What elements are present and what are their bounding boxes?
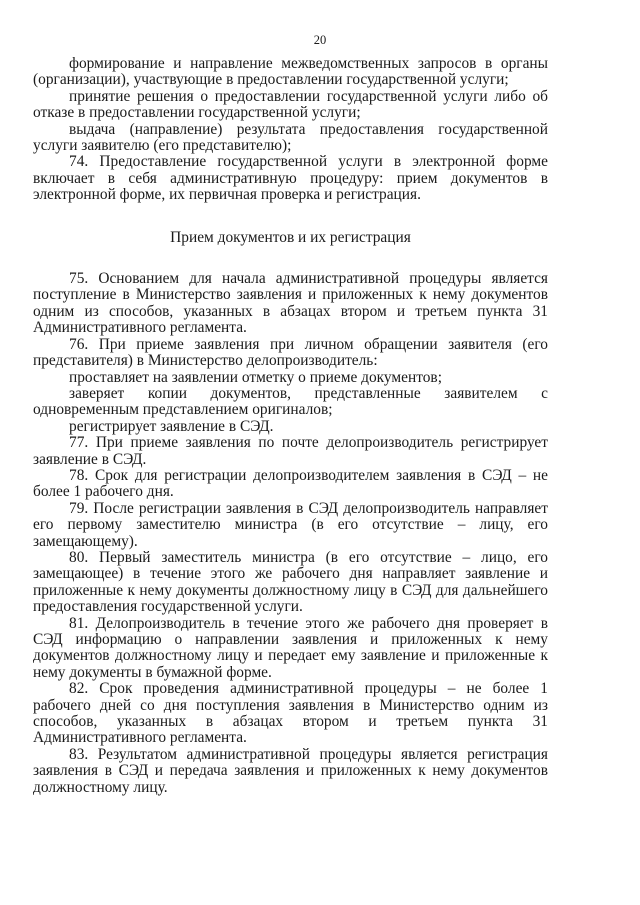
paragraph: 80. Первый заместитель министра (в его отсутствие – лицо, его замещающее) в течение этого же рабочего дня направляет заявление и приложенные к нему документы должностному лицу в СЭД для дальнейшего предоставления государственной услуги.: [33, 548, 548, 616]
paragraph: 81. Делопроизводитель в течение этого же рабочего дня проверяет в СЭД информацию о направлении заявления и приложенных к нему документов должностному лицу и передает ему заявление и приложенные к нему документы в бумажной форме.: [33, 614, 548, 681]
paragraph: формирование и направление межведомственных запросов в органы (организации), участвующие в предоставлении государственной услуги;: [33, 55, 548, 89]
paragraph: 83. Результатом административной процедуры является регистрация заявления в СЭД и передача заявления и приложенных к нему документов должностному лицу.: [33, 745, 548, 796]
page-number: 20: [313, 33, 327, 47]
paragraph: 75. Основанием для начала административной процедуры является поступление в Министерство заявления и приложенных к нему документов одним из способов, указанных в абзацах втором и третьем пункта 31 Административного регламента.: [33, 270, 548, 337]
paragraph: проставляет на заявлении отметку о приеме документов;: [69, 368, 442, 386]
paragraph: принятие решения о предоставлении государственной услуги либо об отказе в предоставлении государственной услуги;: [33, 87, 548, 122]
paragraph: 79. После регистрации заявления в СЭД делопроизводитель направляет его первому заместителю министра (в его отсутствие – лицу, его замещающему).: [33, 499, 548, 550]
paragraph: выдача (направление) результата предоставления государственной услуги заявителю (его представителю);: [33, 120, 548, 155]
paragraph: 82. Срок проведения административной процедуры – не более 1 рабочего дней со дня поступления заявления в Министерство одним из способов, указанных в абзацах втором и третьем пункта 31 Административного регламента.: [33, 680, 548, 747]
paragraph: регистрирует заявление в СЭД.: [69, 417, 274, 435]
paragraph: 74. Предоставление государственной услуги в электронной форме включает в себя административную процедуру: прием документов в электронной форме, их первичная проверка и регистрация.: [33, 153, 548, 204]
paragraph: заверяет копии документов, представленные заявителем с одновременным представлением оригиналов;: [33, 384, 548, 419]
paragraph: 76. При приеме заявления при личном обращении заявителя (его представителя) в Министерство делопроизводитель:: [33, 335, 548, 370]
paragraph: 77. При приеме заявления по почте делопроизводитель регистрирует заявление в СЭД.: [33, 434, 548, 468]
document-body: [33, 56, 548, 796]
section-heading: Прием документов и их регистрация: [170, 228, 411, 246]
paragraph: 78. Срок для регистрации делопроизводителем заявления в СЭД – не более 1 рабочего дня.: [33, 466, 548, 501]
